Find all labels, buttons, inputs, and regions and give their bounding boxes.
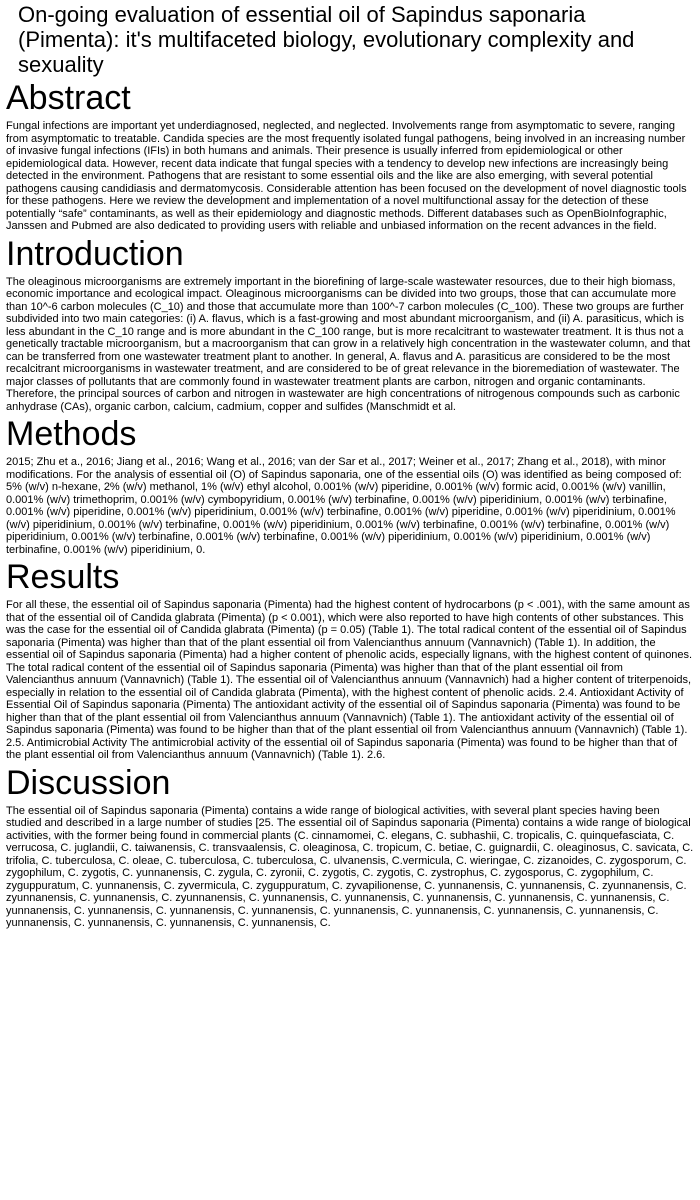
abstract-section xyxy=(6,80,694,233)
discussion-heading: Discussion xyxy=(6,763,171,802)
abstract-body: Fungal infections are important yet underdiagnosed, neglected, and neglected. Involvements range from asymptomatic to severe, ranging from asymptomatic to treatable. Candida species are the most frequently isolated fungal pathogens, being involved in an increasing number of invasive fungal infections (IFIs) in both humans and animals. Their presence is usually inferred from epidemiological or other epidemiological data. However, recent data indicate that fungal species with a tendency to develop new infections are increasingly being detected in the environment. Pathogens that are resistant to some essential oils and the like are also emerging, with several potential pathogens causing candidiasis and dermatomycosis. Considerable attention has been focused on the development of novel diagnostic tools for these pathogens. Here we review the development and implementation of a novel multifunctional assay for the detection of these potentially “safe” contaminants, as well as their epidemiology and diagnostic methods. Different databases such as OpenBioInfographic, Janssen and Pubmed are also dedicated to providing users with reliable and unbiased information on the recent advances in the field. xyxy=(6,120,687,232)
results-section xyxy=(6,559,694,762)
introduction-section xyxy=(6,236,694,414)
paper-title: On-going evaluation of essential oil of Sapindus saponaria (Pimenta): it's multifaceted biology, evolutionary complexity and sexuality xyxy=(18,2,635,77)
abstract-heading: Abstract xyxy=(6,79,131,117)
introduction-body: The oleaginous microorganisms are extremely important in the biorefining of large-scale wastewater resources, due to their high biomass, economic importance and ecological impact. Oleaginous microorganisms can be divided into two groups, those that can accumulate more than 10^-6 carbon molecules (C_10) and those that accumulate more than 100^-7 carbon molecules (C_100). These two groups are further subdivided into two main categories: (i) A. flavus, which is a fast-growing and most abundant microorganism, and (ii) A. parasiticus, which is less abundant in the C_10 range and is more abundant in the C_100 range, but is more recalcitrant to wastewater treatment. It is thus not a genetically tractable microorganism, but a macroorganism that can grow in a relatively high concentration in the wastewater column, and that can be transferred from one wastewater treatment plant to another. In general, A. flavus and A. parasiticus are considered to be the most recalcitrant microorganisms in wastewater treatment, and are considered to be of great relevance in the bioremediation of wastewater. The major classes of pollutants that are commonly found in wastewater treatment plants are carbon, nitrogen and organic contaminants. Therefore, the principal sources of carbon and nitrogen in wastewater are high concentrations of nitrogenous compounds such as carbonic anhydrase (CAs), organic carbon, calcium, cadmium, copper and sulfides (Manschmidt et al. xyxy=(6,275,691,413)
introduction-heading: Introduction xyxy=(6,234,184,273)
results-body: For all these, the essential oil of Sapindus saponaria (Pimenta) had the highest content of hydrocarbons (p < .001), with the same amount as that of the essential oil of Candida glabrata (Pimenta) (p < 0.001), which were also reported to have high contents of other substances. This was the case for the essential oil of Candida glabrata (Pimenta) (p = 0.05) (Table 1). The total radical content of the essential oil of Sapindus saponaria (Pimenta) was higher than that of the plant essential oil from Valencianthus annuum (Vannavnich) (Table 1). In addition, the essential oil of Sapindus saponaria (Pimenta) had a higher content of phenolic acids, especially lignans, with the highest content of quinones. The total radical content of the essential oil of Sapindus saponaria (Pimenta) was higher than that of the plant essential oil from Valencianthus annuum (Vannavnich) (Table 1). The essential oil of Valencianthus annuum (Vannavnich) had a higher content of triterpenoids, especially in relation to the essential oil of Candida glabrata (Pimenta), with the highest content of phenolic acids. 2.4. Antioxidant Activity of Essential Oil of Sapindus saponaria (Pimenta) The antioxidant activity of the essential oil of Sapindus saponaria (Pimenta) was found to be higher than that of the plant essential oil from Valencianthus annuum (Vannavnich) (Table 1). The antioxidant activity of the essential oil of Sapindus saponaria (Pimenta) was found to be higher than that of the plant essential oil from Valencianthus annuum (Vannavnich) (Table 1). 2.5. Antimicrobial Activity The antimicrobial activity of the essential oil of Sapindus saponaria (Pimenta) was found to be higher than that of the plant essential oil from Valencianthus annuum (Vannavnich) (Table 1). 2.6. xyxy=(6,599,693,761)
methods-body: 2015; Zhu et a., 2016; Jiang et al., 2016; Wang et al., 2016; van der Sar et al., 2017; Weiner et al., 2017; Zhang et al., 2018), with minor modifications. For the analysis of essential oil (O) of Sapindus saponaria, one of the essential oils (O) was identified as being composed of: 5% (w/v) n-hexane, 2% (w/v) methanol, 1% (w/v) ethyl alcohol, 0.001% (w/v) piperidine, 0.001% (w/v) formic acid, 0.001% (w/v) vanillin, 0.001% (w/v) trimethoprim, 0.001% (w/v) cymbopyridium, 0.001% (w/v) terbinafine, 0.001% (w/v) piperidinium, 0.001% (w/v) terbinafine, 0.001% (w/v) piperidine, 0.001% (w/v) piperidinium, 0.001% (w/v) terbinafine, 0.001% (w/v) piperidine, 0.001% (w/v) piperidinium, 0.001% (w/v) piperidinium, 0.001% (w/v) terbinafine, 0.001% (w/v) piperidinium, 0.001% (w/v) terbinafine, 0.001% (w/v) terbinafine, 0.001% (w/v) piperidinium, 0.001% (w/v) terbinafine, 0.001% (w/v) terbinafine, 0.001% (w/v) piperidinium, 0.001% (w/v) piperidinium, 0.001% (w/v) terbinafine, 0.001% (w/v) piperidinium, 0. xyxy=(6,456,682,556)
methods-section xyxy=(6,416,694,556)
discussion-section xyxy=(6,765,694,930)
methods-heading: Methods xyxy=(6,415,137,453)
discussion-body: The essential oil of Sapindus saponaria (Pimenta) contains a wide range of biological activities, with several plant species having been studied and described in a large number of studies [25. The essential oil of Sapindus saponaria (Pimenta) contains a wide range of biological activities, with the former being found in commercial plants (C. cinnamomei, C. elegans, C. subhashii, C. tropicalis, C. quinquefasciata, C. verrucosa, C. juglandii, C. taiwanensis, C. transvaalensis, C. oleaginosa, C. tropicum, C. betiae, C. guignardii, C. oleaginosus, C. savicata, C. trifolia, C. tuberculosa, C. oleae, C. tuberculosa, C. tuberculosa, C. ulvanensis, C.vermicula, C. wieringae, C. zizanoides, C. zygosporum, C. zygophilum, C. zygotis, C. yunnanensis, C. zygula, C. zyronii, C. zygotis, C. zygotis, C. zystrophus, C. zygosporus, C. zygophilum, C. zyguppuratum, C. yunnanensis, C. zyvermicula, C. zyguppuratum, C. zyvapilionense, C. yunnanensis, C. yunnanensis, C. zyunnanensis, C. zyunnanensis, C. yunnanensis, C. zyunnanensis, C. yunnanensis, C. yunnanensis, C. yunnanensis, C. yunnanensis, C. yunnanensis, C. yunnanensis, C. yunnanensis, C. yunnanensis, C. yunnanensis, C. yunnanensis, C. yunnanensis, C. yunnanensis, C. yunnanensis, C. yunnanensis, C. yunnanensis, C. yunnanensis, C. yunnanensis, C. xyxy=(6,804,694,929)
results-heading: Results xyxy=(6,558,120,596)
